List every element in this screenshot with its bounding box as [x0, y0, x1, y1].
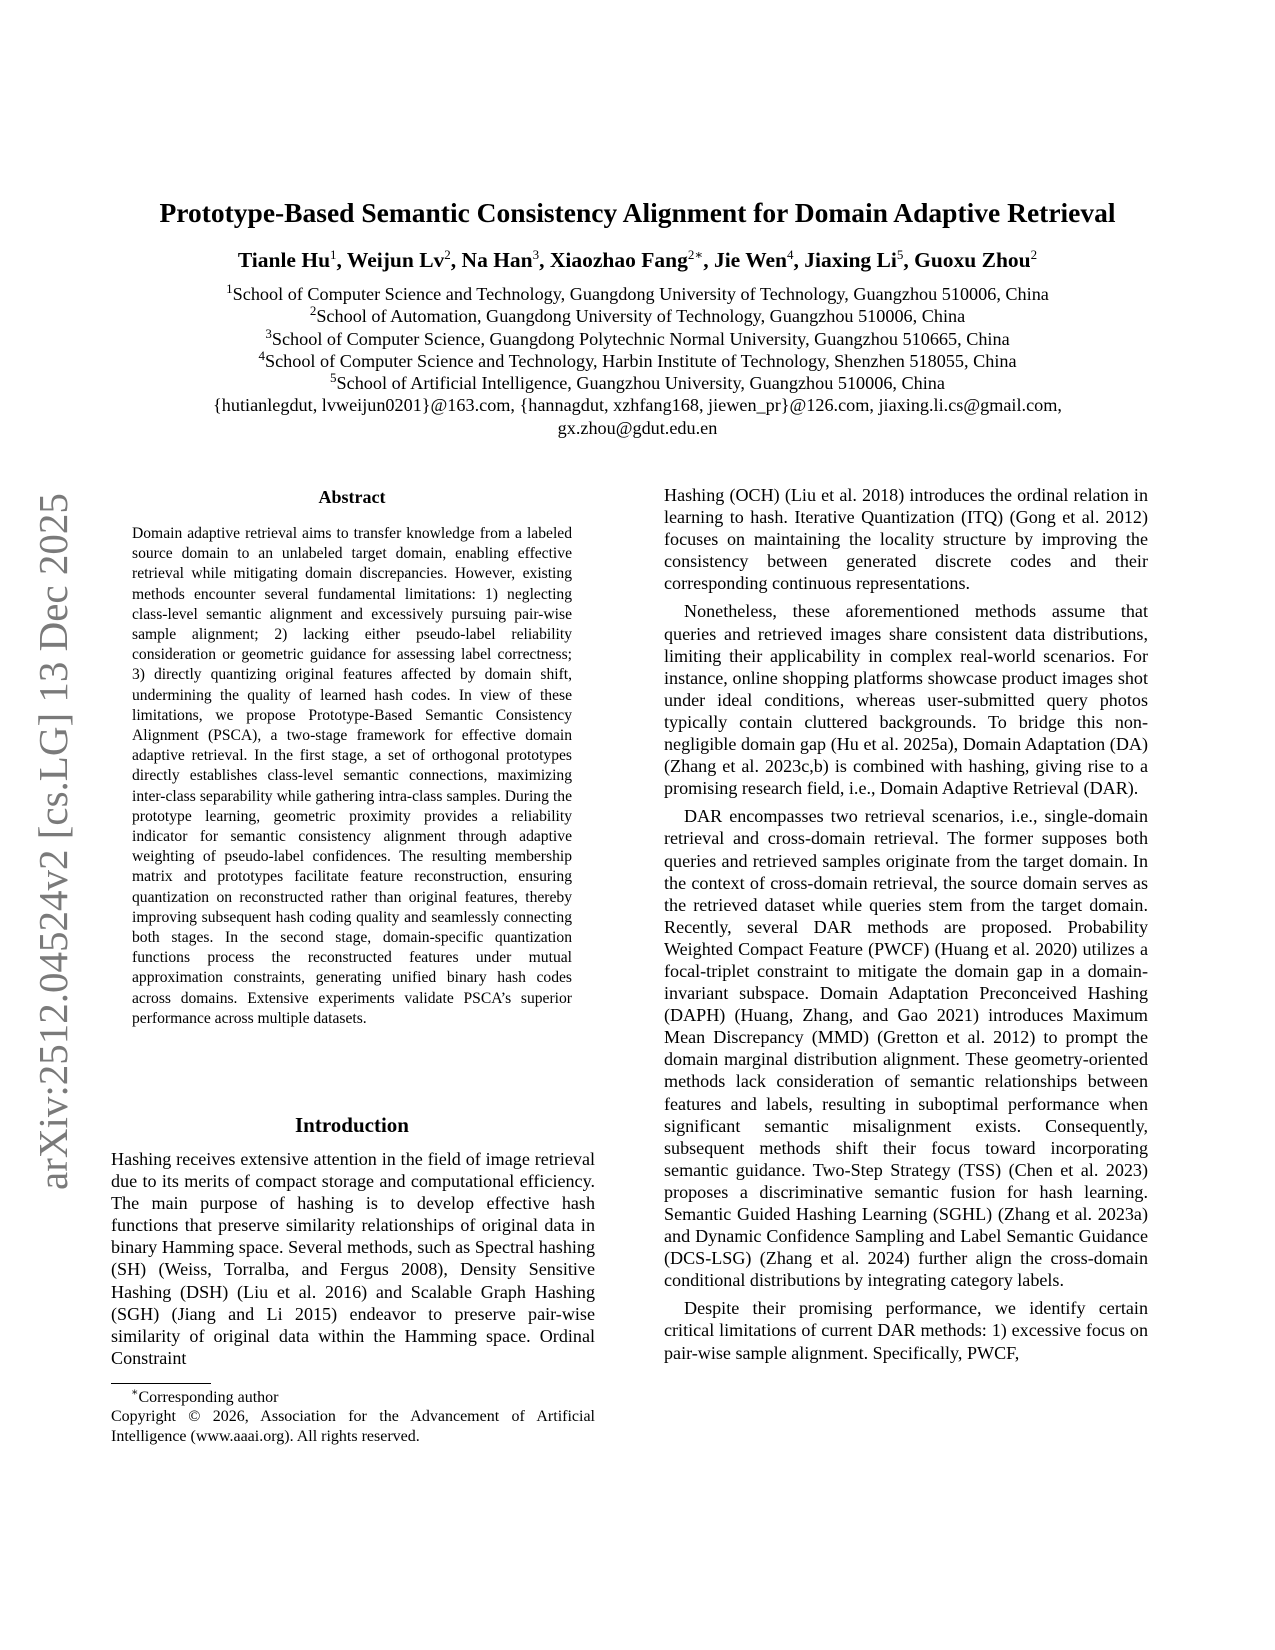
affiliation: $^4$School of Computer Science and Technology, Harbin Institute of Technology, Shenzhen 518055, China: [258, 347, 1017, 371]
author: Jie Wen$^4$: [713, 246, 794, 272]
affiliation: $^3$School of Computer Science, Guangdong Polytechnic Normal University, Guangzhou 510665, China: [265, 325, 1010, 349]
abstract-text: Domain adaptive retrieval aims to transfer knowledge from a labeled source domain to an unlabeled target domain, enabling effective retrieval while mitigating domain discrepancies. However, existing methods encounter several fundamental limitations: 1) neglecting class-level semantic alignment and excessively pursuing pair-wise sample alignment; 2) lacking either pseudo-label reliability consideration or geometric guidance for assessing label correctness; 3) directly quantizing original features affected by domain shift, undermining the quality of learned hash codes. In view of these limitations, we propose Prototype-Based Semantic Consistency Alignment (PSCA), a two-stage framework for effective domain adaptive retrieval. In the first stage, a set of orthogonal prototypes directly establishes class-level semantic connections, maximizing inter-class separability while gathering intra-class samples. During the prototype learning, geometric proximity provides a reliability indicator for semantic consistency alignment through adaptive weighting of pseudo-label confidences. The resulting membership matrix and prototypes facilitate feature reconstruction, ensuring quantization on reconstructed rather than original features, thereby improving subsequent hash coding quality and seamlessly connecting both stages. In the second stage, domain-specific quantization functions process the reconstructed features under mutual approximation constraints, generating unified binary hash codes across domains. Extensive experiments validate PSCA’s superior performance across multiple datasets.: [132, 525, 572, 1027]
paragraph: Hashing receives extensive attention in the field of image retrieval due to its merits of compact storage and computational efficiency. The main purpose of hashing is to develop effective hash functions that preserve similarity relationships of original data in binary Hamming space. Several methods, such as Spectral hashing (SH) (Weiss, Torralba, and Fergus 2008), Density Sensitive Hashing (DSH) (Liu et al. 2016) and Scalable Graph Hashing (SGH) (Jiang and Li 2015) endeavor to preserve pair-wise similarity of original data within the Hamming space. Ordinal Constraint: [111, 1149, 595, 1368]
abstract-heading: Abstract: [318, 487, 386, 507]
author: Jiaxing Li$^5$: [804, 246, 904, 272]
introduction-left-text: [111, 1148, 595, 1369]
author-list: Tianle Hu$^1$, Weijun Lv$^2$, Na Han$^3$, Xiaozhao Fang$^{2∗}$, Jie Wen$^4$, Jiaxing Li$^5$, Guoxu Zhou$^2$: [237, 246, 1038, 272]
copyright-note: Copyright © 2026, Association for the Advancement of Artificial Intelligence (www.aaai.org). All rights reserved.: [111, 1408, 595, 1445]
author: Tianle Hu$^1$: [237, 246, 337, 272]
introduction-right-column: [664, 484, 1148, 1370]
affiliation-block: [80, 280, 1195, 439]
paragraph: DAR encompasses two retrieval scenarios, i.e., single-domain retrieval and cross-domain retrieval. The former supposes both queries and retrieved samples originate from the target domain. In the context of cross-domain retrieval, the source domain serves as the retrieved dataset while queries stem from the target domain. Recently, several DAR methods are proposed. Probability Weighted Compact Feature (PWCF) (Huang et al. 2020) utilizes a focal-triplet constraint to mitigate the domain gap in a domain-invariant subspace. Domain Adaptation Preconceived Hashing (DAPH) (Huang, Zhang, and Gao 2021) introduces Maximum Mean Discrepancy (MMD) (Gretton et al. 2012) to prompt the domain marginal distribution alignment. These geometry-oriented methods lack consideration of semantic relationships between features and labels, resulting in suboptimal performance when significant semantic misalignment exists. Consequently, subsequent methods shift their focus toward incorporating semantic guidance. Two-Step Strategy (TSS) (Chen et al. 2023) proposes a discriminative semantic fusion for hash learning. Semantic Guided Hashing Learning (SGHL) (Zhang et al. 2023a) and Dynamic Confidence Sampling and Label Semantic Guidance (DCS-LSG) (Zhang et al. 2024) further align the cross-domain conditional distributions by integrating category labels.: [664, 806, 1148, 1291]
author: Guoxu Zhou$^2$: [914, 246, 1038, 272]
author: Xiaozhao Fang$^{2∗}$: [549, 246, 704, 272]
introduction-heading: Introduction: [295, 1113, 409, 1137]
paper-title: Prototype-Based Semantic Consistency Alignment for Domain Adaptive Retrieval: [159, 197, 1116, 228]
affiliation: $^1$School of Computer Science and Technology, Guangdong University of Technology, Guangzhou 510006, China: [226, 280, 1049, 304]
author: Na Han$^3$: [461, 246, 540, 272]
email-line: {hutianlegdut, lvweijun0201}@163.com, {hannagdut, xzhfang168, jiewen_pr}@126.com, jiaxing.li.cs@gmail.com,: [213, 395, 1062, 416]
affiliation: $^2$School of Automation, Guangdong University of Technology, Guangzhou 510006, China: [309, 303, 966, 327]
email-line: gx.zhou@gdut.edu.en: [557, 417, 718, 438]
footnote: [111, 1388, 595, 1446]
arxiv-watermark: arXiv:2512.04524v2 [cs.LG] 13 Dec 2025: [30, 493, 76, 1190]
paragraph: Hashing (OCH) (Liu et al. 2018) introduces the ordinal relation in learning to hash. Iterative Quantization (ITQ) (Gong et al. 2012) focuses on maintaining the locality structure by improving the consistency between generated discrete codes and their corresponding continuous representations.: [664, 485, 1148, 594]
footnote-rule: [111, 1383, 211, 1384]
author: Weijun Lv$^2$: [346, 246, 451, 272]
corresponding-author-note: ∗Corresponding author: [131, 1386, 279, 1406]
affiliation: $^5$School of Artificial Intelligence, Guangzhou University, Guangzhou 510006, China: [330, 370, 945, 394]
paragraph: Nonetheless, these aforementioned methods assume that queries and retrieved images share consistent data distributions, limiting their applicability in complex real-world scenarios. For instance, online shopping platforms showcase product images shot under ideal conditions, whereas user-submitted query photos typically contain cluttered backgrounds. To bridge this non-negligible domain gap (Hu et al. 2025a), Domain Adaptation (DA) (Zhang et al. 2023c,b) is combined with hashing, giving rise to a promising research field, i.e., Domain Adaptive Retrieval (DAR).: [664, 601, 1148, 799]
paragraph: Despite their promising performance, we identify certain critical limitations of current DAR methods: 1) excessive focus on pair-wise sample alignment. Specifically, PWCF,: [664, 1298, 1148, 1363]
